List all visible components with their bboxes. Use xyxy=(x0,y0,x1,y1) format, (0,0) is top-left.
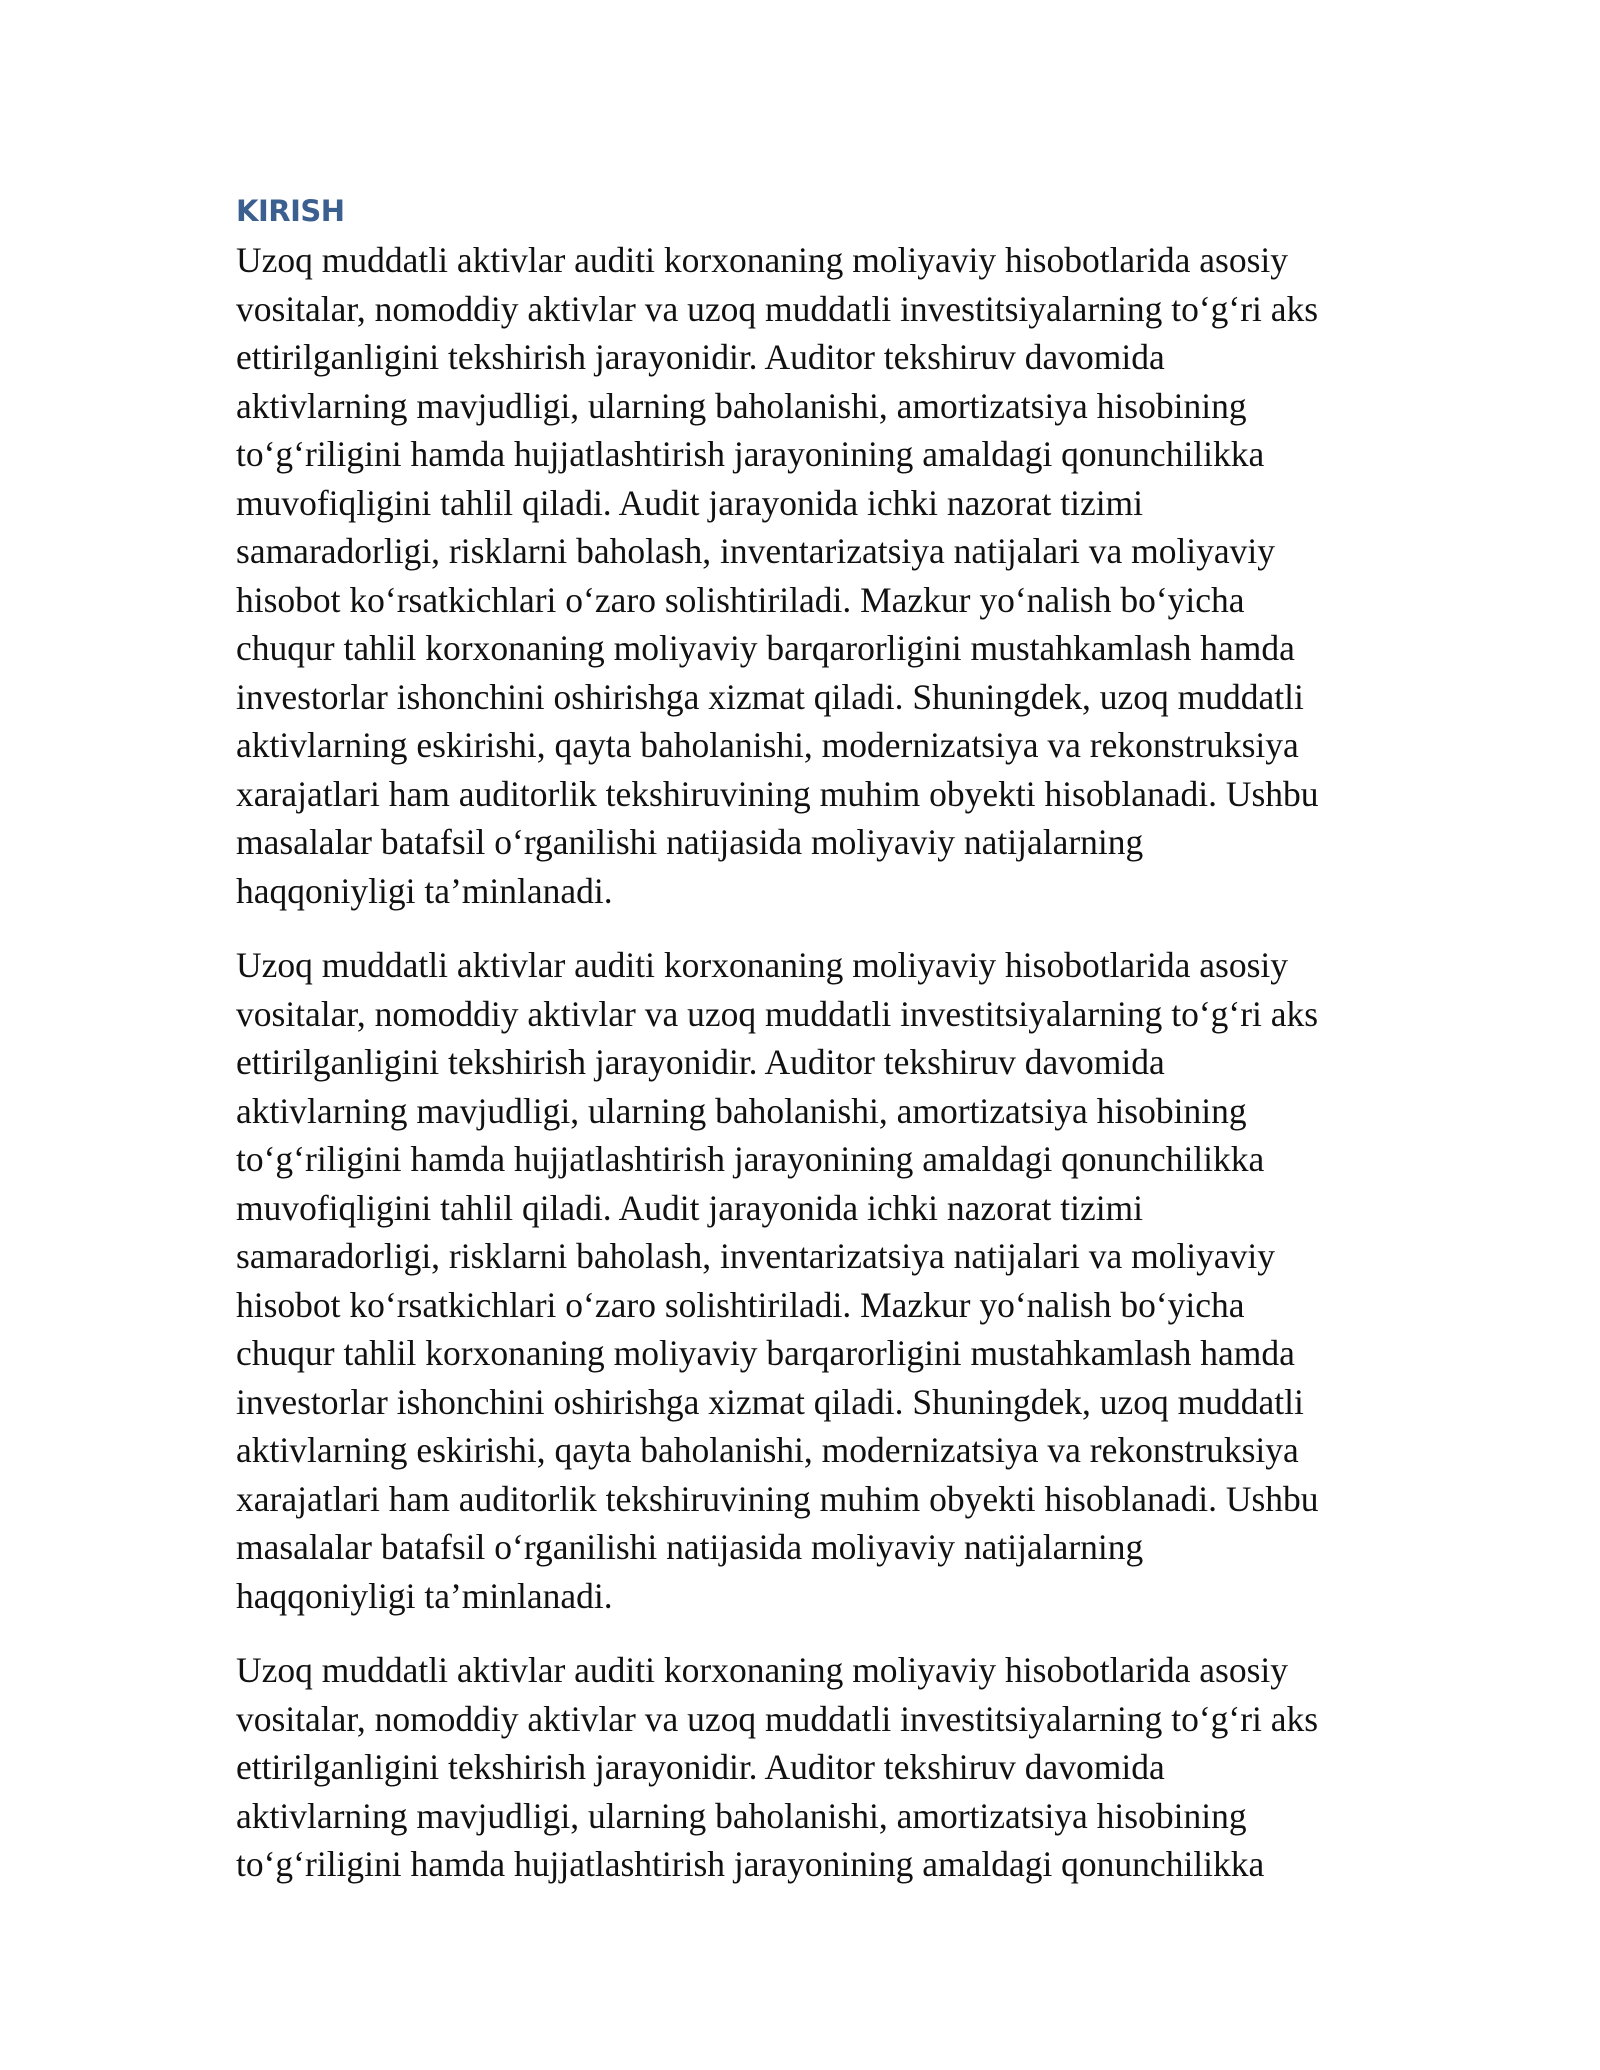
paragraph-line: vositalar, nomoddiy aktivlar va uzoq muddatli investitsiyalarning to‘g‘ri aks xyxy=(236,1698,1319,1739)
paragraph-line: vositalar, nomoddiy aktivlar va uzoq muddatli investitsiyalarning to‘g‘ri aks xyxy=(236,993,1319,1034)
paragraph-line: to‘g‘riligini hamda hujjatlashtirish jarayonining amaldagi qonunchilikka xyxy=(236,434,1265,474)
section-heading: KIRISH xyxy=(236,194,345,228)
paragraph-line: Uzoq muddatli aktivlar auditi korxonaning moliyaviy hisobotlarida asosiy xyxy=(236,945,1288,985)
paragraph-line: muvofiqligini tahlil qiladi. Audit jarayonida ichki nazorat tizimi xyxy=(236,1187,1144,1228)
paragraph-line: masalalar batafsil o‘rganilishi natijasida moliyaviy natijalarning xyxy=(236,1527,1144,1567)
paragraph-2 xyxy=(236,941,1380,1620)
paragraph-line: vositalar, nomoddiy aktivlar va uzoq muddatli investitsiyalarning to‘g‘ri aks xyxy=(236,288,1319,329)
paragraph-line: samaradorligi, risklarni baholash, inventarizatsiya natijalari va moliyaviy xyxy=(236,1236,1276,1276)
paragraph-line: aktivlarning eskirishi, qayta baholanishi, modernizatsiya va rekonstruksiya xyxy=(236,725,1299,765)
paragraph-line: chuqur tahlil korxonaning moliyaviy barqarorligini mustahkamlash hamda xyxy=(236,628,1295,668)
paragraph-line: hisobot ko‘rsatkichlari o‘zaro solishtiriladi. Mazkur yo‘nalish bo‘yicha xyxy=(236,579,1245,620)
paragraph-line: aktivlarning eskirishi, qayta baholanishi, modernizatsiya va rekonstruksiya xyxy=(236,1430,1299,1470)
paragraph-line: haqqoniyligi ta’minlanadi. xyxy=(236,1575,613,1616)
paragraph-line: ettirilganligini tekshirish jarayonidir. Auditor tekshiruv davomida xyxy=(236,1747,1165,1787)
paragraph-3 xyxy=(236,1646,1380,1889)
paragraph-line: Uzoq muddatli aktivlar auditi korxonaning moliyaviy hisobotlarida asosiy xyxy=(236,1650,1288,1690)
paragraph-line: muvofiqligini tahlil qiladi. Audit jarayonida ichki nazorat tizimi xyxy=(236,482,1144,523)
paragraph-line: xarajatlari ham auditorlik tekshiruvining muhim obyekti hisoblanadi. Ushbu xyxy=(236,1478,1319,1519)
paragraph-line: to‘g‘riligini hamda hujjatlashtirish jarayonining amaldagi qonunchilikka xyxy=(236,1139,1265,1179)
paragraph-line: haqqoniyligi ta’minlanadi. xyxy=(236,870,613,911)
paragraph-line: ettirilganligini tekshirish jarayonidir. Auditor tekshiruv davomida xyxy=(236,1042,1165,1082)
paragraph-line: aktivlarning mavjudligi, ularning baholanishi, amortizatsiya hisobining xyxy=(236,1795,1247,1836)
paragraph-line: xarajatlari ham auditorlik tekshiruvining muhim obyekti hisoblanadi. Ushbu xyxy=(236,773,1319,814)
paragraph-line: investorlar ishonchini oshirishga xizmat qiladi. Shuningdek, uzoq muddatli xyxy=(236,676,1304,717)
paragraph-1 xyxy=(236,236,1380,915)
paragraph-line: aktivlarning mavjudligi, ularning baholanishi, amortizatsiya hisobining xyxy=(236,1090,1247,1131)
paragraph-line: to‘g‘riligini hamda hujjatlashtirish jarayonining amaldagi qonunchilikka xyxy=(236,1844,1265,1884)
paragraph-line: ettirilganligini tekshirish jarayonidir. Auditor tekshiruv davomida xyxy=(236,337,1165,377)
paragraph-line: hisobot ko‘rsatkichlari o‘zaro solishtiriladi. Mazkur yo‘nalish bo‘yicha xyxy=(236,1284,1245,1325)
paragraph-line: masalalar batafsil o‘rganilishi natijasida moliyaviy natijalarning xyxy=(236,822,1144,862)
document-body xyxy=(236,186,1380,1915)
paragraph-line: chuqur tahlil korxonaning moliyaviy barqarorligini mustahkamlash hamda xyxy=(236,1333,1295,1373)
paragraph-line: Uzoq muddatli aktivlar auditi korxonaning moliyaviy hisobotlarida asosiy xyxy=(236,240,1288,280)
paragraph-line: samaradorligi, risklarni baholash, inventarizatsiya natijalari va moliyaviy xyxy=(236,531,1276,571)
paragraph-line: investorlar ishonchini oshirishga xizmat qiladi. Shuningdek, uzoq muddatli xyxy=(236,1381,1304,1422)
paragraph-line: aktivlarning mavjudligi, ularning baholanishi, amortizatsiya hisobining xyxy=(236,385,1247,426)
